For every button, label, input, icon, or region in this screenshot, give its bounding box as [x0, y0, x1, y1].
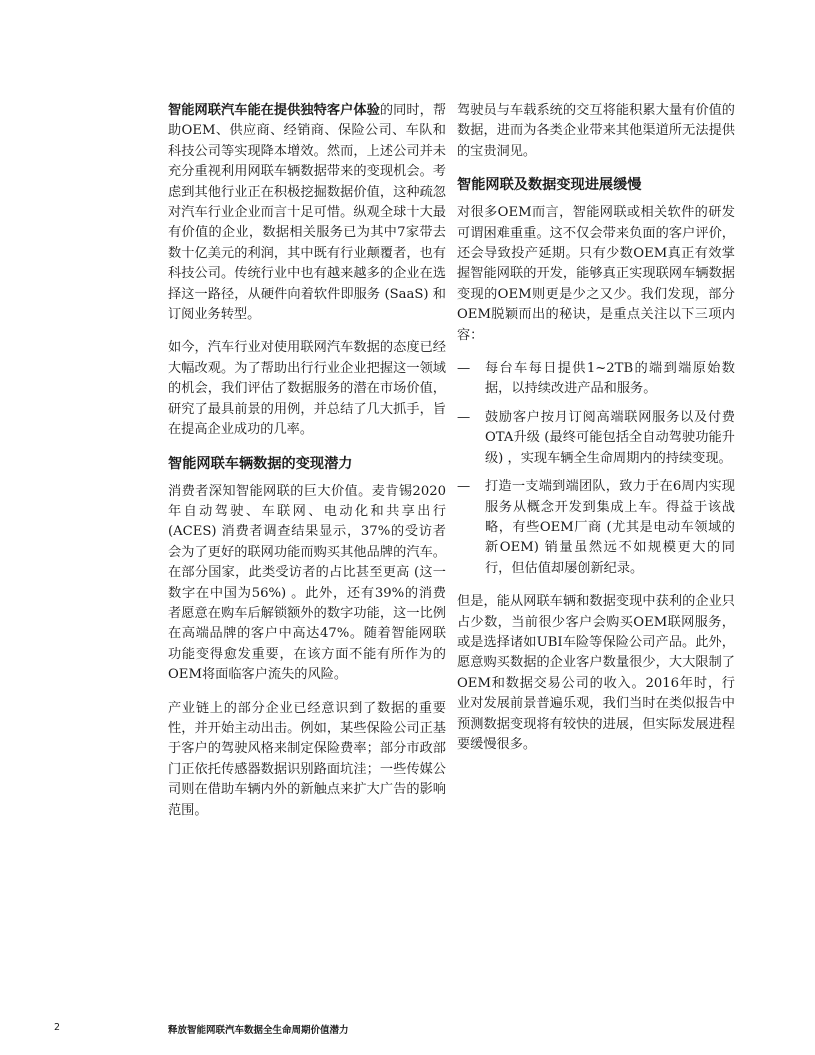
industry-action-paragraph: 产业链上的部分企业已经意识到了数据的重要性，并开始主动出击。例如，某些保险公司正基于客户的驾驶风格来制定保险费率；部分市政部门正依托传感器数据识别路面坑洼；一些传媒公司则在借助车辆内外的新触点来扩大广告的影响范围。 — [168, 700, 446, 818]
driver-interaction-paragraph: 驾驶员与车载系统的交互将能积累大量有价值的数据，进而为各类企业带来其他渠道所无法提供的宝贵洞见。 — [457, 103, 735, 159]
industry-attitude-paragraph: 如今，汽车行业对使用联网汽车数据的态度已经大幅改观。为了帮助出行行业企业把握这一领域的机会，我们评估了数据服务的潜在市场价值，研究了最具前景的用例，并总结了几大抓手，旨在提高企业成功的几率。 — [168, 340, 446, 438]
section-heading-slow-progress: 智能网联及数据变现进展缓慢 — [457, 177, 642, 194]
intro-lead-text: 智能网联汽车能在提供独特客户体验 — [168, 103, 380, 118]
page-footer — [54, 1022, 761, 1038]
right-column — [457, 101, 735, 768]
oem-challenges-paragraph: 对很多OEM而言，智能网联或相关软件的研发可谓困难重重。这不仅会带来负面的客户评价，还会导致投产延期。只有少数OEM真正有效掌握智能网联的开发，能够真正实现联网车辆数据变现的OEM则更是少之又少。我们发现，部分OEM脱颖而出的秘诀，是重点关注以下三项内容： — [457, 205, 735, 343]
dash-bullet: — — [457, 361, 471, 377]
intro-body-text: 的同时，帮助OEM、供应商、经销商、保险公司、车队和科技公司等实现降本增效。然而，上述公司并未充分重视利用网联车辆数据带来的变现机会。考虑到其他行业正在积极挖掘数据价值，这种疏忽对汽车行业企业而言十足可惜。纵观全球十大最有价值的企业，数据相关服务已为其中7家带去数十亿美元的利润，其中既有行业颠覆者，也有科技公司。传统行业中也有越来越多的企业在选择这一路径，从硬件向着软件即服务 (SaaS) 和订阅业务转型。 — [168, 103, 447, 323]
section-heading-monetization-potential: 智能网联车辆数据的变现潜力 — [168, 455, 353, 472]
list-item: — 打造一支端到端团队，致力于在6周内实现服务从概念开发到集成上车。得益于该战略，有些OEM厂商 (尤其是电动车领域的新OEM) 销量虽然远不如规模更大的同行，但估值却屡创新纪录。 — [457, 479, 735, 576]
consumer-survey-paragraph: 消费者深知智能网联的巨大价值。麦肯锡2020年自动驾驶、车联网、电动化和共享出行(ACES) 消费者调查结果显示，37%的受访者会为了更好的联网功能而购买其他品牌的汽车。在部分国家，此类受访者的占比甚至更高 (这一数字在中国为56%) 。此外，还有39%的消费者愿意在购车后解锁额外的数字功能，这一比例在高端品牌的客户中高达47%。随着智能网联功能变得愈发重要，在该方面不能有所作为的OEM将面临客户流失的风险。 — [168, 483, 446, 683]
success-factors-list — [457, 359, 735, 579]
list-item: — 鼓励客户按月订阅高端联网服务以及付费OTA升级 (最终可能包括全自动驾驶功能升级) ，实现车辆全生命周期内的持续变现。 — [457, 409, 735, 466]
left-column — [168, 101, 446, 834]
footer-report-title: 释放智能网联汽车数据全生命周期价值潜力 — [168, 1025, 349, 1036]
dash-bullet: — — [457, 479, 471, 495]
intro-paragraph — [168, 101, 446, 325]
limited-adoption-paragraph: 但是，能从网联车辆和数据变现中获利的企业只占少数，当前很少客户会购买OEM联网服务，或是选择诸如UBI车险等保险公司产品。此外，愿意购买数据的企业客户数量很少，大大限制了OEM和数据交易公司的收入。2016年时，行业对发展前景普遍乐观，我们当时在类似报告中预测数据变现将有较快的进展，但实际发展进程要缓慢很多。 — [457, 594, 735, 752]
dash-bullet: — — [457, 409, 471, 425]
list-item: — 每台车每日提供1~2TB的端到端原始数据，以持续改进产品和服务。 — [457, 361, 735, 397]
page-number: 2 — [54, 1022, 61, 1033]
